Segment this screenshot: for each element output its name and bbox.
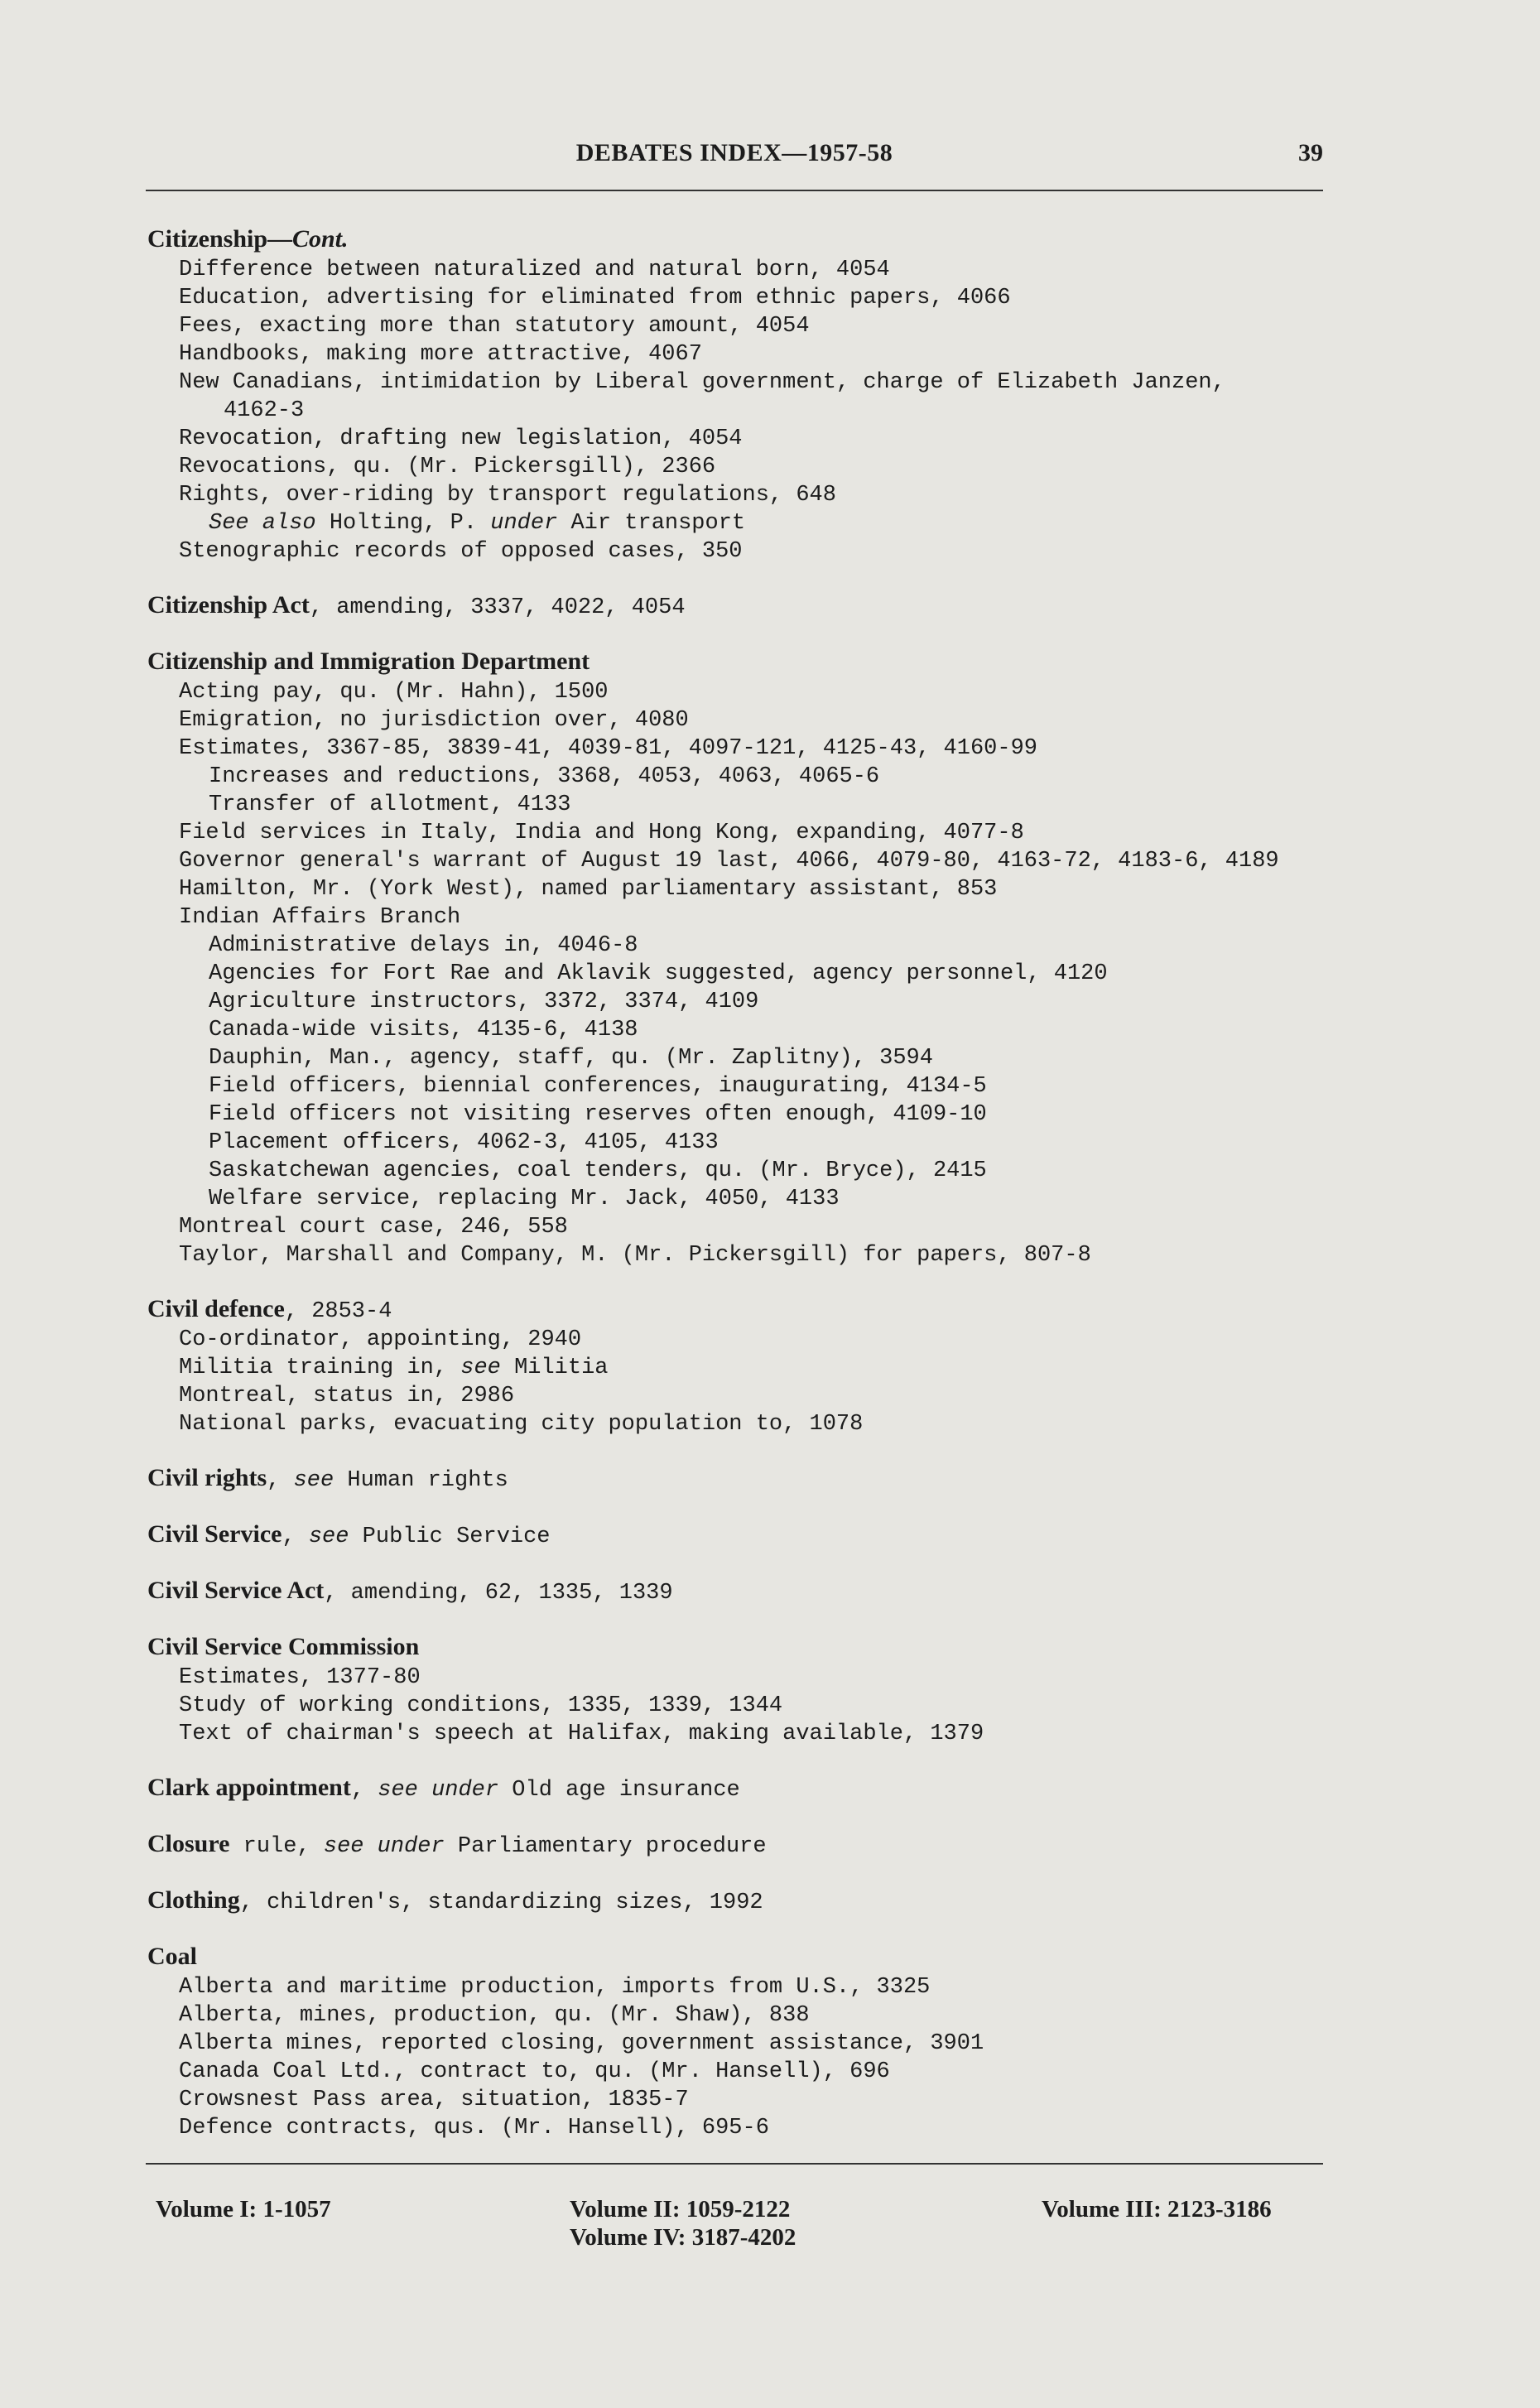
index-entry — [147, 1295, 1340, 1438]
subentry-text: Welfare service, replacing Mr. Jack, 4050, 4133 — [209, 1187, 840, 1211]
cross-reference-keyword: see — [308, 1524, 349, 1549]
subentry-text: Acting pay, qu. (Mr. Hahn), 1500 — [179, 680, 609, 705]
subentry-line — [147, 537, 1340, 566]
entry-heading: Citizenship— — [147, 225, 293, 253]
subentry-line — [147, 1410, 1340, 1438]
subentry-line — [147, 734, 1340, 763]
subentry-text: Governor general's warrant of August 19 last, 4066, 4079-80, 4163-72, 4183-6, 4189 — [179, 849, 1279, 874]
entry-heading-line — [147, 1943, 1340, 1973]
subentry-text: Field officers, biennial conferences, inaugurating, 4134-5 — [209, 1074, 987, 1099]
index-entry — [147, 1886, 1340, 1917]
subentry-text: Canada-wide visits, 4135-6, 4138 — [209, 1018, 638, 1043]
subentry-text: Agencies for Fort Rae and Aklavik suggested, agency personnel, 4120 — [209, 961, 1108, 986]
subentry-line — [147, 1100, 1340, 1129]
cross-reference-target: Public Service — [349, 1524, 551, 1549]
entry-text: rule, — [229, 1834, 324, 1859]
entry-heading: Closure — [147, 1830, 230, 1857]
cross-reference-keyword: See also — [209, 511, 316, 536]
subentry-text: Estimates, 1377-80 — [179, 1665, 421, 1690]
index-entry — [147, 591, 1340, 622]
index-entry — [147, 1830, 1340, 1861]
entry-heading-line — [147, 1633, 1340, 1664]
subentry-text: Fees, exacting more than statutory amount, 4054 — [179, 314, 810, 339]
subentry-text: Handbooks, making more attractive, 4067 — [179, 342, 702, 367]
subentry-line — [147, 763, 1340, 791]
index-entries — [147, 225, 1340, 2168]
subentry-line — [147, 875, 1340, 903]
subentry-line — [147, 988, 1340, 1016]
subentry-text: Emigration, no jurisdiction over, 4080 — [179, 708, 689, 733]
subentry-text: Placement officers, 4062-3, 4105, 4133 — [209, 1130, 719, 1155]
subentry-text: Estimates, 3367-85, 3839-41, 4039-81, 4097-121, 4125-43, 4160-99 — [179, 736, 1037, 761]
page-header — [146, 134, 1323, 184]
subentry-text: National parks, evacuating city population to, 1078 — [179, 1412, 864, 1437]
entry-heading-line — [147, 591, 1340, 622]
subentry-text: Defence contracts, qus. (Mr. Hansell), 695-6 — [179, 2116, 769, 2141]
subentry-line — [147, 1157, 1340, 1185]
subentry-text: Education, advertising for eliminated from ethnic papers, 4066 — [179, 286, 1011, 311]
entry-heading: Civil rights — [147, 1464, 267, 1491]
cross-reference-keyword: see under — [378, 1778, 499, 1803]
subentry-text: Militia training in, — [179, 1356, 461, 1380]
subentry-line — [147, 284, 1340, 312]
entry-heading-line — [147, 1774, 1340, 1804]
subentry-text: Co-ordinator, appointing, 2940 — [179, 1327, 582, 1352]
volume-3-range: Volume III: 2123-3186 — [1042, 2196, 1272, 2223]
cross-reference-target: Human rights — [334, 1468, 508, 1493]
entry-heading: Citizenship Act — [147, 591, 310, 619]
volume-4-range: Volume IV: 3187-4202 — [570, 2224, 796, 2251]
entry-heading: Civil Service Commission — [147, 1633, 420, 1660]
subentry-text: Alberta, mines, production, qu. (Mr. Shaw), 838 — [179, 2003, 810, 2028]
cross-reference-target: Air transport — [557, 511, 746, 536]
entry-heading: Civil Service Act — [147, 1577, 325, 1604]
index-entry — [147, 225, 1340, 566]
subentry-text: Difference between naturalized and natural born, 4054 — [179, 258, 890, 282]
entry-text: , amending, 3337, 4022, 4054 — [309, 595, 686, 620]
entry-text: , amending, 62, 1335, 1339 — [324, 1581, 673, 1606]
subentry-line — [147, 425, 1340, 453]
subentry-text: Militia — [500, 1356, 609, 1380]
subentry-text: Revocation, drafting new legislation, 4054 — [179, 426, 743, 451]
subentry-line — [147, 1720, 1340, 1748]
cross-reference-target: Old age insurance — [498, 1778, 740, 1803]
subentry-line — [147, 1382, 1340, 1410]
entry-heading: Civil defence — [147, 1295, 285, 1322]
entry-heading-line — [147, 1577, 1340, 1607]
entry-heading: Clark appointment — [147, 1774, 351, 1801]
page-number: 39 — [1298, 139, 1323, 166]
subentry-line — [147, 960, 1340, 988]
subentry-line — [147, 2086, 1340, 2114]
subentry-line — [147, 819, 1340, 847]
subentry-line — [147, 2058, 1340, 2086]
entry-heading-line — [147, 1464, 1340, 1495]
subentry-text: New Canadians, intimidation by Liberal government, charge of Elizabeth Janzen, — [179, 370, 1225, 395]
subentry-text: Hamilton, Mr. (York West), named parliamentary assistant, 853 — [179, 877, 998, 902]
cross-reference-target: Parliamentary procedure — [444, 1834, 767, 1859]
cross-reference-keyword: under — [490, 511, 558, 536]
index-entry — [147, 1464, 1340, 1495]
subentry-line — [147, 481, 1340, 509]
subentry-line — [147, 1185, 1340, 1213]
subentry-text: Revocations, qu. (Mr. Pickersgill), 2366 — [179, 455, 716, 479]
subentry-line — [147, 1326, 1340, 1354]
subentry-text: Transfer of allotment, 4133 — [209, 792, 571, 817]
subentry-line — [147, 678, 1340, 706]
subentry-line — [147, 2030, 1340, 2058]
cross-reference-keyword: see — [460, 1356, 501, 1380]
subentry-line — [147, 1664, 1340, 1692]
entry-text: , children's, standardizing sizes, 1992 — [239, 1890, 763, 1915]
index-entry — [147, 648, 1340, 1269]
subentry-text: Dauphin, Man., agency, staff, qu. (Mr. Zaplitny), 3594 — [209, 1046, 933, 1071]
index-entry — [147, 1577, 1340, 1607]
volume-2-range: Volume II: 1059-2122 — [570, 2196, 791, 2223]
subentry-text: Indian Affairs Branch — [179, 905, 461, 930]
subentry-text: Field officers not visiting reserves often enough, 4109-10 — [209, 1102, 987, 1127]
entry-heading-continued: Cont. — [292, 225, 349, 253]
subentry-line — [147, 509, 1340, 537]
footer-rule — [146, 2163, 1323, 2165]
subentry-line — [147, 1044, 1340, 1072]
entry-heading-line — [147, 1830, 1340, 1861]
entry-heading-line — [147, 1886, 1340, 1917]
index-entry — [147, 1520, 1340, 1551]
subentry-text: Study of working conditions, 1335, 1339, 1344 — [179, 1693, 783, 1718]
subentry-text: Rights, over-riding by transport regulations, 648 — [179, 483, 836, 508]
subentry-text: Canada Coal Ltd., contract to, qu. (Mr. Hansell), 696 — [179, 2059, 890, 2084]
index-entry — [147, 1774, 1340, 1804]
subentry-text: Holting, P. — [315, 511, 491, 536]
index-entry — [147, 1943, 1340, 2142]
entry-heading: Citizenship and Immigration Department — [147, 648, 590, 675]
subentry-line — [147, 932, 1340, 960]
subentry-line — [147, 1129, 1340, 1157]
subentry-text: Montreal, status in, 2986 — [179, 1384, 515, 1409]
entry-text: , — [282, 1524, 309, 1549]
cross-reference-keyword: see — [293, 1468, 334, 1493]
subentry-line — [147, 256, 1340, 284]
subentry-text: Montreal court case, 246, 558 — [179, 1215, 568, 1240]
entry-text: , 2853-4 — [284, 1299, 392, 1324]
subentry-text: Stenographic records of opposed cases, 350 — [179, 539, 743, 564]
subentry-line — [147, 368, 1340, 397]
subentry-line — [147, 1213, 1340, 1241]
subentry-line — [147, 453, 1340, 481]
subentry-text: Taylor, Marshall and Company, M. (Mr. Pickersgill) for papers, 807-8 — [179, 1243, 1091, 1268]
subentry-line — [147, 1072, 1340, 1100]
subentry-line — [147, 706, 1340, 734]
subentry-line — [147, 1354, 1340, 1382]
subentry-text: Field services in Italy, India and Hong Kong, expanding, 4077-8 — [179, 821, 1024, 845]
subentry-text: Saskatchewan agencies, coal tenders, qu. (Mr. Bryce), 2415 — [209, 1158, 987, 1183]
subentry-text: Text of chairman's speech at Halifax, making available, 1379 — [179, 1722, 984, 1746]
subentry-line — [147, 2114, 1340, 2142]
cross-reference-keyword: see under — [323, 1834, 445, 1859]
subentry-text: Increases and reductions, 3368, 4053, 4063, 4065-6 — [209, 764, 880, 789]
subentry-line — [147, 2001, 1340, 2030]
subentry-line — [147, 1692, 1340, 1720]
subentry-text: Crowsnest Pass area, situation, 1835-7 — [179, 2088, 689, 2112]
subentry-text: Agriculture instructors, 3372, 3374, 4109 — [209, 990, 759, 1014]
subentry-line — [147, 903, 1340, 932]
subentry-text: Alberta and maritime production, imports from U.S., 3325 — [179, 1975, 931, 2000]
entry-heading: Clothing — [147, 1886, 240, 1914]
subentry-line — [147, 312, 1340, 340]
index-entry — [147, 1633, 1340, 1748]
subentry-line — [147, 1016, 1340, 1044]
entry-heading-line — [147, 1295, 1340, 1326]
subentry-line — [147, 397, 1340, 425]
subentry-text: Alberta mines, reported closing, government assistance, 3901 — [179, 2031, 984, 2056]
entry-text: , — [267, 1468, 294, 1493]
entry-text: , — [350, 1778, 378, 1803]
header-rule — [146, 190, 1323, 191]
subentry-text: Administrative delays in, 4046-8 — [209, 933, 638, 958]
entry-heading-line — [147, 1520, 1340, 1551]
entry-heading-line — [147, 648, 1340, 678]
page-title: DEBATES INDEX—1957-58 — [575, 139, 893, 166]
subentry-line — [147, 1973, 1340, 2001]
entry-heading: Civil Service — [147, 1520, 282, 1548]
entry-heading: Coal — [147, 1943, 197, 1970]
entry-heading-line — [147, 225, 1340, 256]
subentry-line — [147, 791, 1340, 819]
subentry-text: 4162-3 — [224, 398, 305, 423]
subentry-line — [147, 847, 1340, 875]
subentry-line — [147, 340, 1340, 368]
volume-1-range: Volume I: 1-1057 — [156, 2196, 331, 2223]
subentry-line — [147, 1241, 1340, 1269]
